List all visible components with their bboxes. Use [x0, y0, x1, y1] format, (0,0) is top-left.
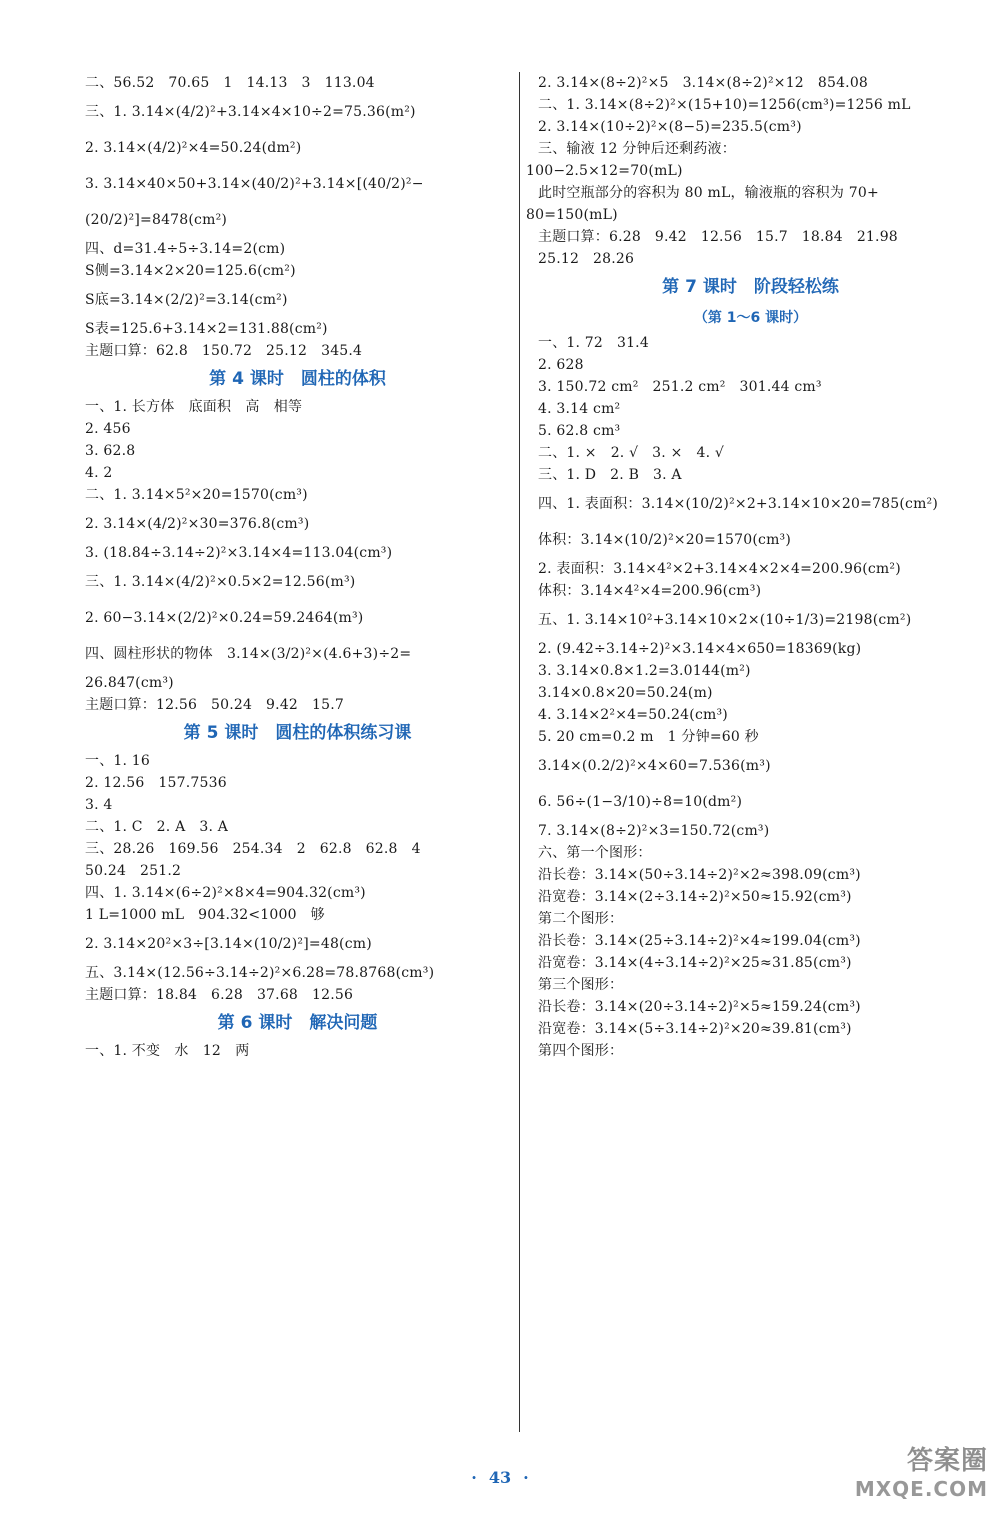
answer-line: 5. 62.8 cm³ [538, 423, 621, 439]
answer-line: 三、输液 12 分钟后还剩药液： [538, 141, 736, 157]
right-column [526, 72, 963, 1062]
answer-line: 三、1. D 2. B 3. A [538, 467, 682, 483]
answer-line: 7. 3.14×(8÷2)²×3=150.72(cm³) [538, 823, 770, 839]
page-number: · 43 · [471, 1468, 529, 1487]
answer-line: 主题口算：12.56 50.24 9.42 15.7 [85, 697, 344, 713]
answer-line: 2. 3.14×(8÷2)²×5 3.14×(8÷2)²×12 854.08 [538, 75, 869, 91]
section-heading: 第 6 课时 解决问题 [217, 1013, 378, 1033]
answer-line: 沿长卷：3.14×(50÷3.14÷2)²×2≈398.09(cm³) [538, 867, 861, 883]
section-heading: 第 5 课时 圆柱的体积练习课 [183, 723, 412, 743]
answer-line: 四、1. 表面积：3.14×(10/2)²×2+3.14×10×20=785(cm²) [538, 496, 939, 512]
answer-line: 四、d=31.4÷5÷3.14=2(cm) [85, 241, 286, 257]
answer-line: 沿长卷：3.14×(25÷3.14÷2)²×4≈199.04(cm³) [538, 933, 861, 949]
answer-line: 二、1. 3.14×(8÷2)²×(15+10)=1256(cm³)=1256 mL [538, 97, 911, 113]
answer-line: 2. 456 [85, 421, 131, 437]
page-number-text: 43 [488, 1468, 512, 1487]
answer-line: S表=125.6+3.14×2=131.88(cm²) [85, 321, 328, 337]
answer-line: 3.14×(0.2/2)²×4×60=7.536(m³) [538, 758, 771, 774]
answer-line: 2. 3.14×(4/2)²×30=376.8(cm³) [85, 516, 310, 532]
answer-line: 第三个图形： [538, 977, 624, 993]
answer-line: 主题口算：62.8 150.72 25.12 345.4 [85, 343, 363, 359]
answer-line: 二、1. × 2. √ 3. × 4. √ [538, 445, 724, 461]
answer-line: 四、1. 3.14×(6÷2)²×8×4=904.32(cm³) [85, 885, 366, 901]
answer-line: 25.12 28.26 [538, 251, 635, 267]
answer-line: S侧=3.14×2×20=125.6(cm²) [85, 263, 296, 279]
answer-line: 2. 3.14×20²×3÷[3.14×(10/2)²]=48(cm) [85, 936, 372, 952]
answer-line: 四、圆柱形状的物体 3.14×(3/2)²×(4.6+3)÷2= [85, 646, 412, 662]
answer-line: 六、第一个图形： [538, 845, 652, 861]
section-heading: 第 4 课时 圆柱的体积 [209, 369, 386, 389]
answer-line: 3. 3.14×0.8×1.2=3.0144(m²) [538, 663, 751, 679]
section-heading: 第 7 课时 阶段轻松练 [662, 277, 839, 297]
watermark [855, 1440, 988, 1501]
answer-line: 主题口算：18.84 6.28 37.68 12.56 [85, 987, 354, 1003]
answer-line: 3.14×0.8×20=50.24(m) [538, 685, 713, 701]
answer-line: 二、56.52 70.65 1 14.13 3 113.04 [85, 75, 375, 91]
answer-line: S底=3.14×(2/2)²=3.14(cm²) [85, 292, 288, 308]
answer-line: 第四个图形： [538, 1043, 624, 1059]
answer-line: 第二个图形： [538, 911, 624, 927]
answer-line: 三、1. 3.14×(4/2)²×0.5×2=12.56(m³) [85, 574, 356, 590]
answer-line: 5. 20 cm=0.2 m 1 分钟=60 秒 [538, 729, 759, 745]
answer-line: 6. 56÷(1−3/10)÷8=10(dm²) [538, 794, 743, 810]
watermark-url: MXQE.COM [854, 1477, 988, 1501]
answer-line: 二、1. C 2. A 3. A [85, 819, 229, 835]
left-column [85, 72, 510, 1062]
answer-line: 3. 62.8 [85, 443, 136, 459]
answer-line: 3. 3.14×40×50+3.14×(40/2)²+3.14×[(40/2)²− [85, 176, 424, 192]
answer-line: 2. 3.14×(4/2)²×4=50.24(dm²) [85, 140, 302, 156]
answer-line: 26.847(cm³) [85, 675, 174, 691]
answer-line: 五、3.14×(12.56÷3.14÷2)²×6.28=78.8768(cm³) [85, 965, 435, 981]
answer-line: 三、1. 3.14×(4/2)²+3.14×4×10÷2=75.36(m²) [85, 104, 416, 120]
answer-line: 三、28.26 169.56 254.34 2 62.8 62.8 4 [85, 841, 421, 857]
answer-line: 3. 150.72 cm² 251.2 cm² 301.44 cm³ [538, 379, 822, 395]
answer-line: 沿宽卷：3.14×(2÷3.14÷2)²×50≈15.92(cm³) [538, 889, 852, 905]
answer-line: 一、1. 72 31.4 [538, 335, 649, 351]
answer-line: 沿长卷：3.14×(20÷3.14÷2)²×5≈159.24(cm³) [538, 999, 861, 1015]
answer-line: (20/2)²]=8478(cm²) [85, 212, 228, 228]
answer-line: 体积：3.14×4²×4=200.96(cm³) [538, 583, 762, 599]
answer-line: 一、1. 不变 水 12 两 [85, 1043, 250, 1059]
answer-line: 体积：3.14×(10/2)²×20=1570(cm³) [538, 532, 792, 548]
answer-line: 4. 3.14 cm² [538, 401, 621, 417]
answer-line: 3. 4 [85, 797, 113, 813]
answer-line: 此时空瓶部分的容积为 80 mL，输液瓶的容积为 70+ [538, 185, 879, 201]
answer-line: 2. (9.42÷3.14÷2)²×3.14×4×650=18369(kg) [538, 641, 862, 657]
answer-line: 五、1. 3.14×10²+3.14×10×2×(10÷1/3)=2198(cm²) [538, 612, 912, 628]
column-divider [519, 72, 520, 1432]
answer-line: 2. 表面积：3.14×4²×2+3.14×4×2×4=200.96(cm²) [538, 561, 901, 577]
answer-line: 50.24 251.2 [85, 863, 182, 879]
answer-line: 沿宽卷：3.14×(4÷3.14÷2)²×25≈31.85(cm³) [538, 955, 852, 971]
answer-line: 2. 60−3.14×(2/2)²×0.24=59.2464(m³) [85, 610, 364, 626]
answer-line: 2. 628 [538, 357, 584, 373]
answer-line: 二、1. 3.14×5²×20=1570(cm³) [85, 487, 308, 503]
answer-line: 100−2.5×12=70(mL) [526, 163, 683, 179]
answer-line: 2. 12.56 157.7536 [85, 775, 227, 791]
watermark-logo: 答案圈 [906, 1446, 988, 1476]
answer-line: 4. 3.14×2²×4=50.24(cm³) [538, 707, 728, 723]
answer-line: 1 L=1000 mL 904.32<1000 够 [85, 907, 325, 923]
answer-line: 一、1. 16 [85, 753, 151, 769]
answer-line: 主题口算：6.28 9.42 12.56 15.7 18.84 21.98 [538, 229, 898, 245]
answer-line: 沿宽卷：3.14×(5÷3.14÷2)²×20≈39.81(cm³) [538, 1021, 852, 1037]
answer-line: 80=150(mL) [526, 207, 618, 223]
answer-line: 4. 2 [85, 465, 113, 481]
answer-line: 3. (18.84÷3.14÷2)²×3.14×4=113.04(cm³) [85, 545, 393, 561]
answer-line: 一、1. 长方体 底面积 高 相等 [85, 399, 303, 415]
answer-line: 2. 3.14×(10÷2)²×(8−5)=235.5(cm³) [538, 119, 802, 135]
section-subheading: （第 1～6 课时） [693, 310, 808, 326]
